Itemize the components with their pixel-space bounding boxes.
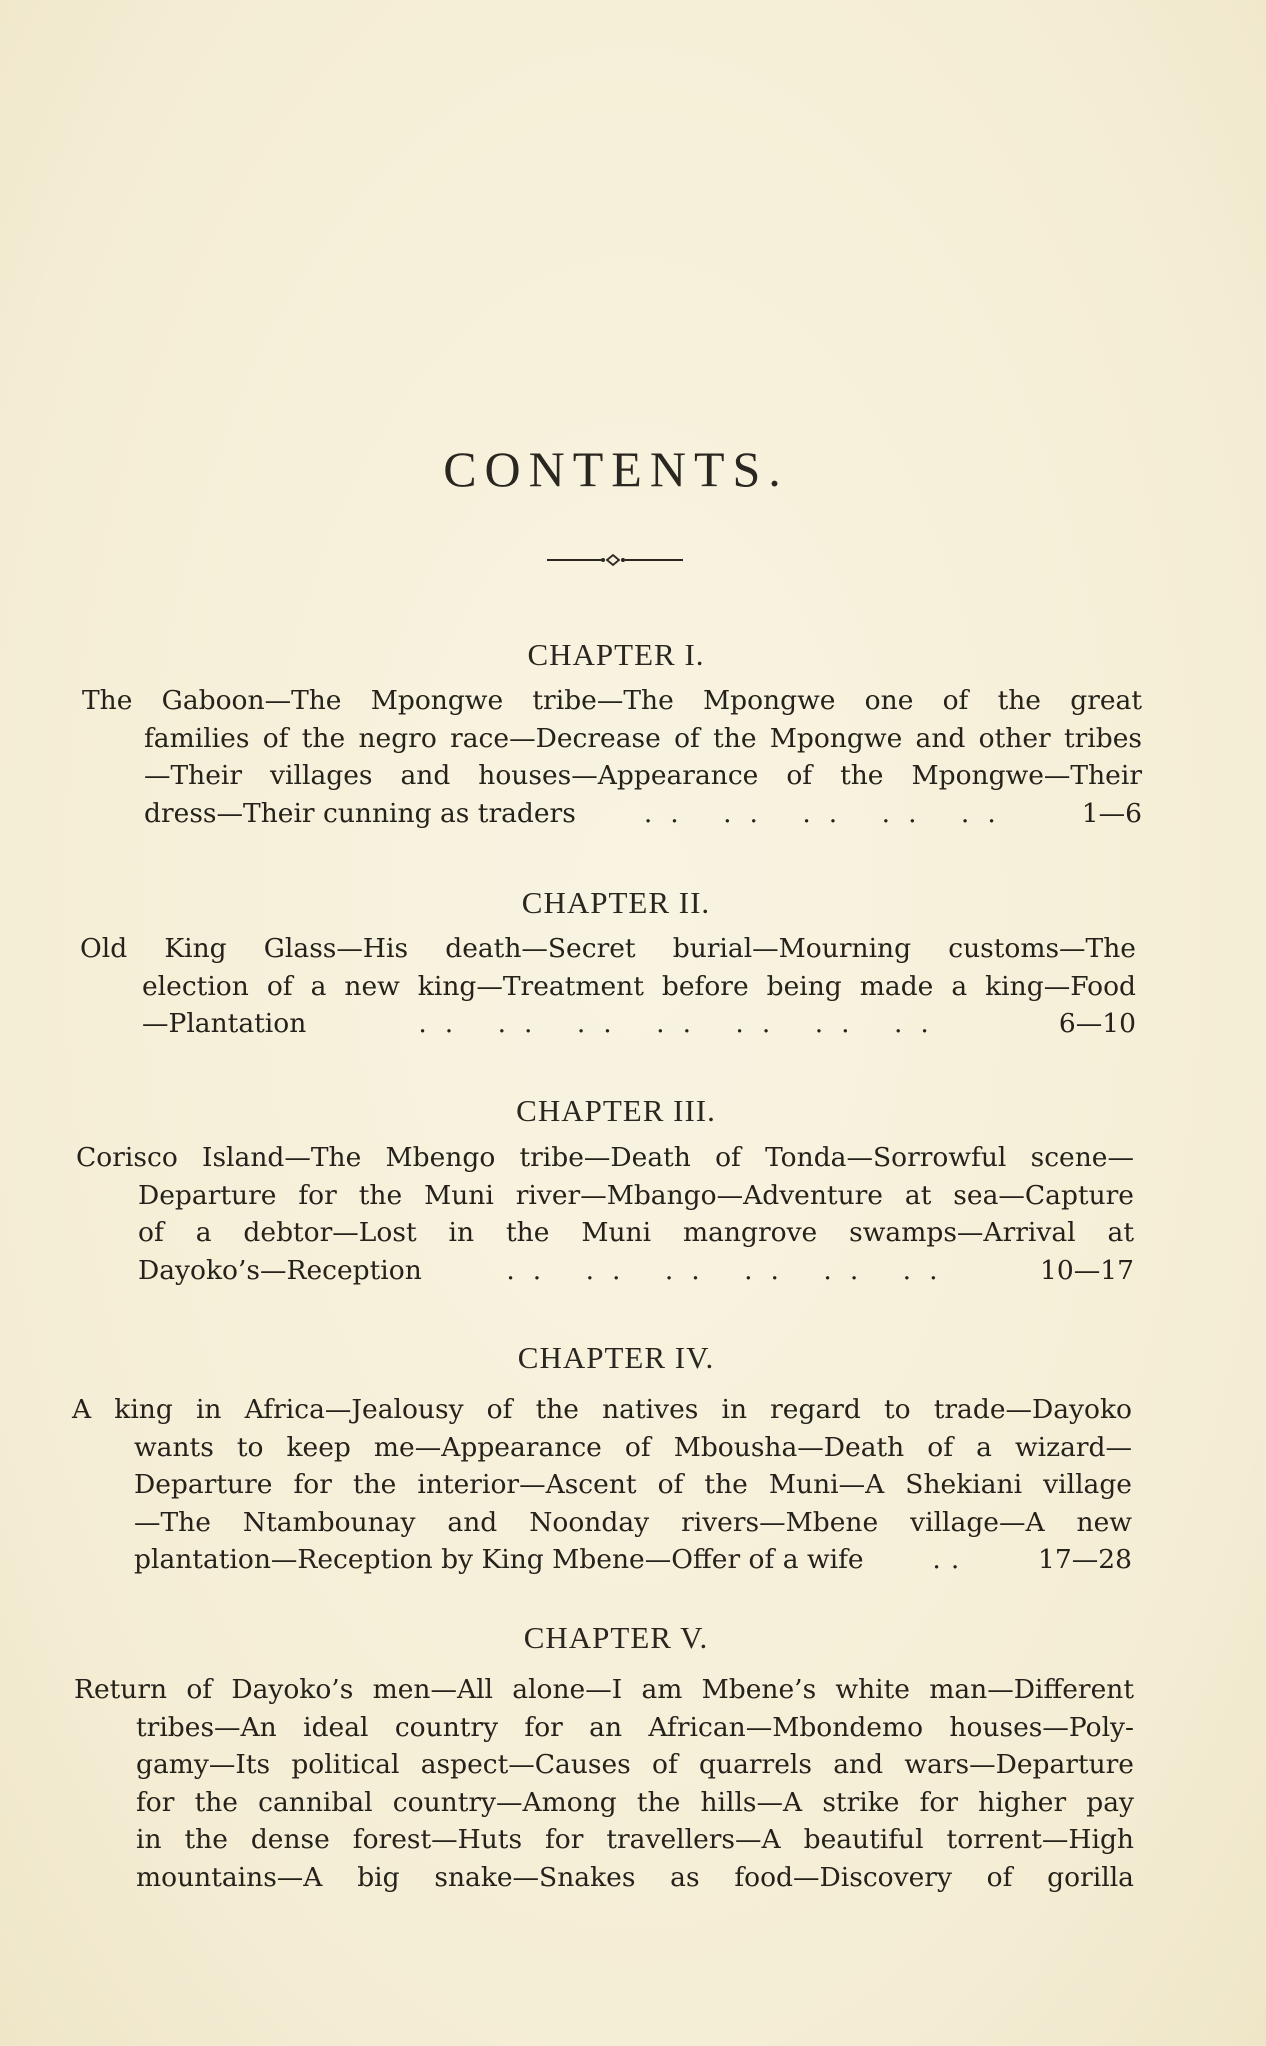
chapter-heading: CHAPTER I.: [527, 637, 705, 672]
summary-last-line: [82, 795, 1142, 833]
chapter-summary: [74, 1671, 1134, 1896]
chapter-summary: [82, 682, 1142, 832]
divider-ornament-icon: [545, 552, 685, 568]
summary-line: families of the negro race—Decrease of the Mpongwe and other tribes: [144, 722, 1142, 754]
dot-leaders: .. .. .. .. .. .. ..: [418, 1008, 947, 1039]
summary-line: Dayoko’s—Reception: [138, 1254, 422, 1286]
chapter-summary: [72, 1391, 1132, 1579]
dot-leaders: ..: [932, 1544, 970, 1575]
chapter-heading: CHAPTER IV.: [517, 1340, 715, 1375]
summary-line: The Gaboon—The Mpongwe tribe—The Mpongwe one of the great: [82, 685, 1142, 716]
summary-line: wants to keep me—Appearance of Mbousha—Death of a wizard—: [134, 1431, 1132, 1463]
page-range: 1—6: [1081, 797, 1142, 829]
summary-line: —Plantation: [142, 1008, 307, 1039]
summary-line: in the dense forest—Huts for travellers—A beautiful torrent—High: [136, 1824, 1134, 1855]
chapter-summary: [76, 1139, 1134, 1289]
chapter-heading: CHAPTER III.: [516, 1093, 716, 1128]
summary-line: of a debtor—Lost in the Muni mangrove swamps—Arrival at: [138, 1217, 1134, 1248]
summary-line: —The Ntambounay and Noonday rivers—Mbene village—A new: [134, 1506, 1132, 1538]
summary-line: Return of Dayoko’s men—All alone—I am Mbene’s white man—Different: [74, 1674, 1134, 1705]
summary-line: Old King Glass—His death—Secret burial—Mourning customs—The: [80, 933, 1136, 964]
summary-line: mountains—A big snake—Snakes as food—Discovery of gorilla: [136, 1861, 1134, 1893]
summary-last-line: [80, 1005, 1136, 1043]
summary-last-line: [76, 1252, 1134, 1290]
page-range: 10—17: [1040, 1254, 1134, 1286]
chapter-summary: [80, 930, 1136, 1043]
summary-line: A king in Africa—Jealousy of the natives in regard to trade—Dayoko: [72, 1394, 1132, 1425]
summary-line: for the cannibal country—Among the hills—A strike for higher pay: [136, 1786, 1134, 1818]
chapter-heading: CHAPTER II.: [521, 885, 711, 920]
contents-title: CONTENTS.: [443, 441, 789, 497]
summary-line: gamy—Its political aspect—Causes of quarrels and wars—Departure: [136, 1749, 1134, 1780]
summary-line: plantation—Reception by King Mbene—Offer of a wife: [134, 1544, 864, 1575]
summary-line: dress—Their cunning as traders: [144, 797, 576, 829]
summary-line: Departure for the interior—Ascent of the Muni—A Shekiani village: [134, 1469, 1132, 1500]
page-range: 17—28: [1038, 1544, 1132, 1575]
page-range: 6—10: [1058, 1008, 1136, 1039]
summary-last-line: [72, 1541, 1132, 1579]
dot-leaders: .. .. .. .. ..: [643, 797, 1014, 829]
summary-line: tribes—An ideal country for an African—Mbondemo houses—Poly-: [136, 1711, 1134, 1743]
summary-line: election of a new king—Treatment before being made a king—Food: [142, 970, 1136, 1002]
summary-line: Departure for the Muni river—Mbango—Adventure at sea—Capture: [138, 1179, 1134, 1211]
summary-line: Corisco Island—The Mbengo tribe—Death of Tonda—Sorrowful scene—: [76, 1142, 1134, 1173]
dot-leaders: .. .. .. .. .. ..: [506, 1254, 956, 1286]
summary-line: —Their villages and houses—Appearance of the Mpongwe—Their: [144, 760, 1142, 791]
chapter-heading: CHAPTER V.: [523, 1620, 709, 1655]
